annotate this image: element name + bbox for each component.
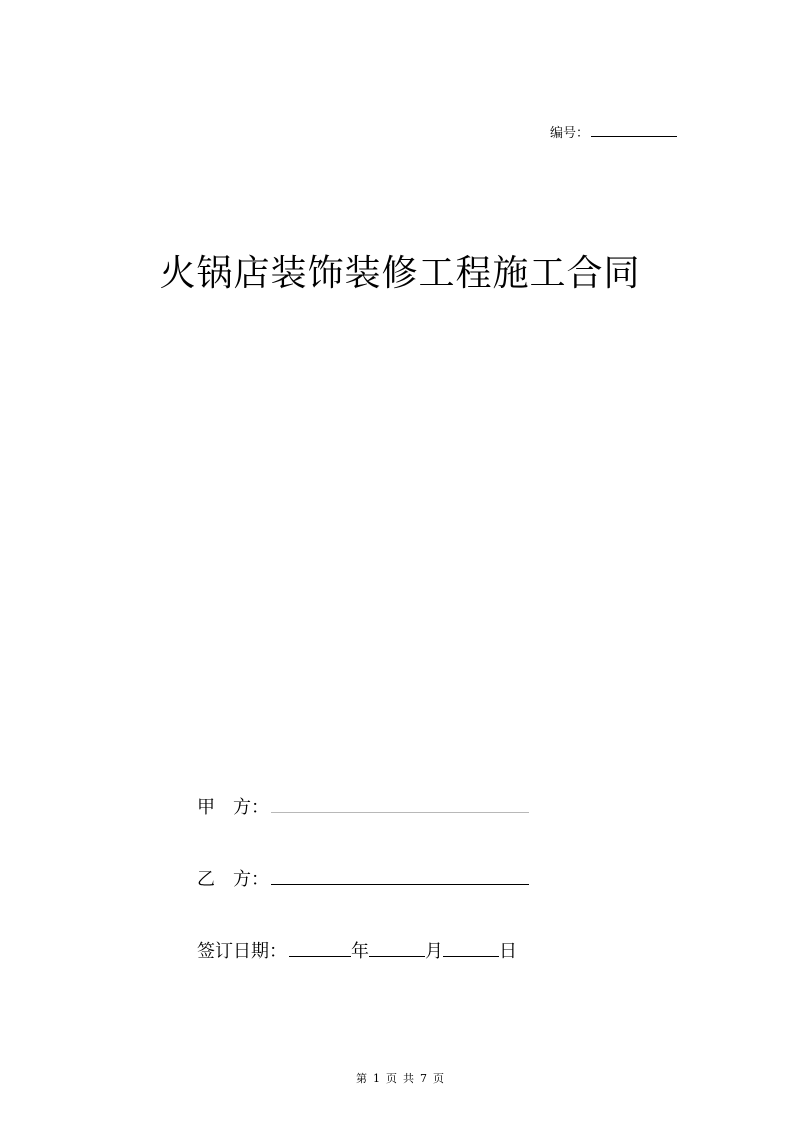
page-number: 1: [373, 1072, 380, 1085]
signing-year-blank[interactable]: [289, 938, 351, 957]
signing-date-label: 签订日期：: [197, 941, 287, 962]
total-pages: 7: [420, 1072, 427, 1085]
month-label: 月: [425, 941, 443, 962]
signing-day-blank[interactable]: [443, 938, 499, 957]
signing-date-row: [197, 938, 517, 964]
total-unit: 页: [433, 1072, 444, 1085]
party-b-label: 乙 方：: [197, 869, 269, 890]
signing-month-blank[interactable]: [369, 938, 425, 957]
page-prefix: 第: [356, 1072, 367, 1085]
contract-number-line: [550, 124, 677, 142]
day-label: 日: [499, 941, 517, 962]
party-a-blank[interactable]: [271, 794, 529, 813]
party-b-row: [197, 866, 529, 892]
party-b-blank[interactable]: [271, 866, 529, 885]
party-a-row: [197, 794, 529, 820]
total-prefix: 共: [403, 1072, 414, 1085]
page-unit: 页: [386, 1072, 397, 1085]
party-a-label: 甲 方：: [197, 797, 269, 818]
document-title: 火锅店装饰装修工程施工合同: [159, 253, 641, 294]
page-footer: [0, 1072, 800, 1086]
contract-number-label: 编号：: [550, 126, 590, 141]
year-label: 年: [351, 941, 369, 962]
contract-number-blank[interactable]: [591, 124, 677, 137]
